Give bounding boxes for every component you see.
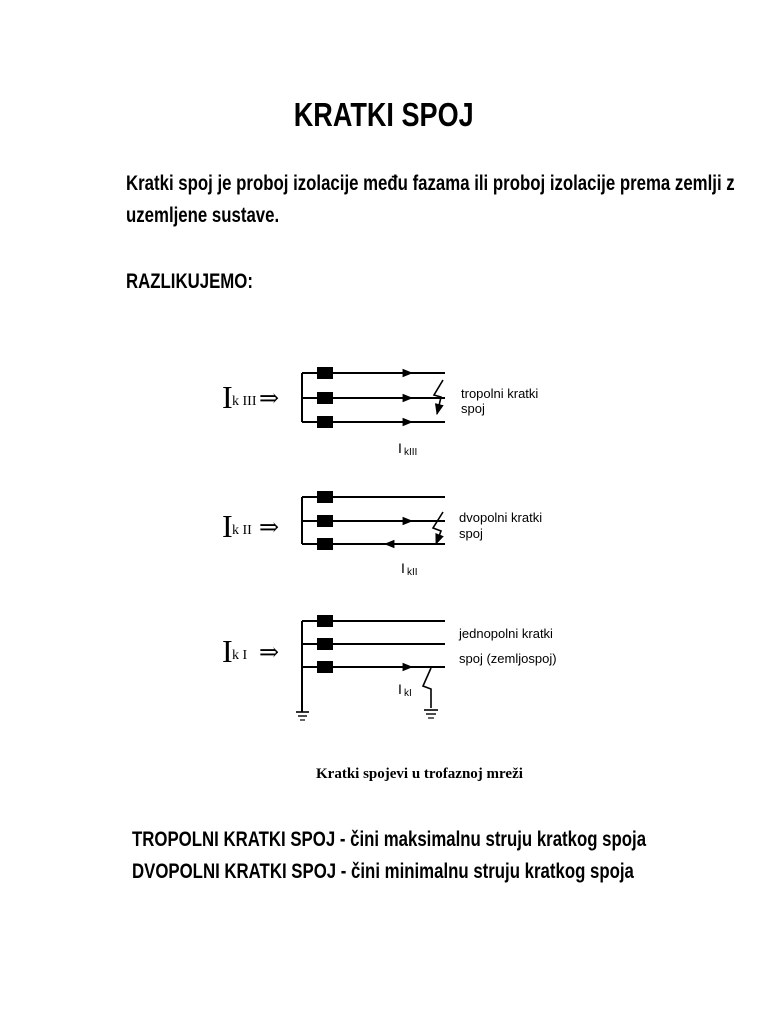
diagram-caption: Kratki spojevi u trofaznoj mreži <box>316 766 523 782</box>
fault-label-line-2: spoj <box>461 401 485 416</box>
implies-arrow-icon: ⇒ <box>259 386 280 412</box>
fault-label-line-1: dvopolni kratki <box>459 510 543 525</box>
note-three-phase: TROPOLNI KRATKI SPOJ - čini maksimalnu struju kratkog spoja <box>132 828 647 851</box>
fault-lightning-icon <box>423 668 431 708</box>
current-symbol-sub: k III <box>232 394 257 409</box>
distinguish-label: RAZLIKUJEMO: <box>126 270 253 293</box>
current-symbol-main: I <box>222 508 233 544</box>
fault-current-main: I <box>398 440 402 456</box>
two-phase-fault-diagram <box>222 491 542 578</box>
intro-line-1: Kratki spoj je proboj izolacije među fazama ili proboj izolacije prema zemlji z <box>126 172 735 195</box>
fault-label-line-2: spoj (zemljospoj) <box>459 651 557 666</box>
fault-current-main: I <box>398 681 402 697</box>
current-symbol-sub: k II <box>232 523 252 538</box>
fault-label-line-2: spoj <box>459 526 483 541</box>
current-symbol-main: I <box>222 633 233 669</box>
fault-label-line-1: jednopolni kratki <box>459 626 553 641</box>
three-phase-fault-diagram <box>222 367 538 458</box>
fault-lightning-icon <box>433 512 443 544</box>
fault-current-sub: kIII <box>404 447 418 458</box>
current-symbol-main: I <box>222 379 233 415</box>
ground-icon <box>296 712 309 720</box>
note-two-phase: DVOPOLNI KRATKI SPOJ - čini minimalnu struju kratkog spoja <box>132 860 634 883</box>
ground-icon <box>424 710 438 718</box>
page-title: KRATKI SPOJ <box>294 96 474 133</box>
fault-current-main: I <box>401 560 405 576</box>
fault-current-sub: kI <box>404 688 412 699</box>
fault-label-line-1: tropolni kratki <box>461 386 539 401</box>
fault-current-sub: kII <box>407 567 418 578</box>
implies-arrow-icon: ⇒ <box>259 515 280 541</box>
implies-arrow-icon: ⇒ <box>259 640 280 666</box>
single-phase-fault-diagram <box>222 615 557 720</box>
current-symbol-sub: k I <box>232 648 248 663</box>
intro-line-2: uzemljene sustave. <box>126 204 280 227</box>
